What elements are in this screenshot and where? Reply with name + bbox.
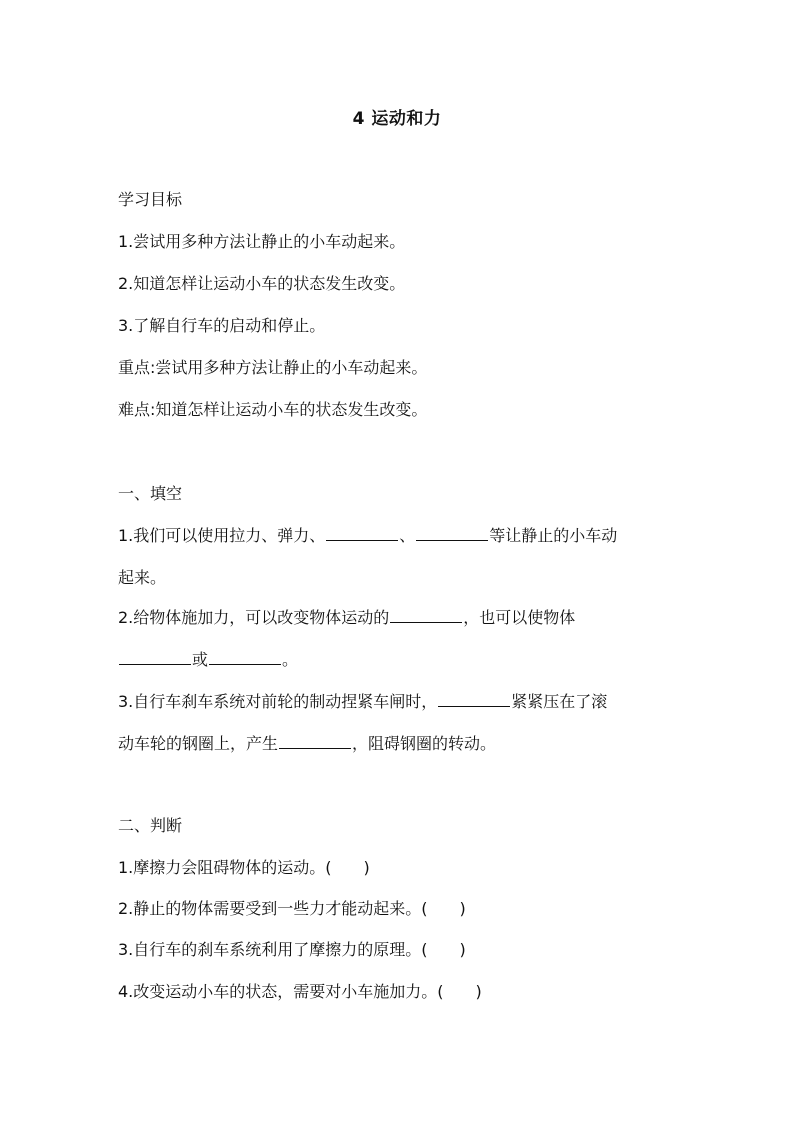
fill-question-2-line-2 xyxy=(118,648,718,672)
fill-q3-text-d: ，阻碍钢圈的转动。 xyxy=(352,734,497,753)
judge-item-2: 2.静止的物体需要受到一些力才能动起来。( ) xyxy=(118,899,466,918)
answer-blank[interactable] xyxy=(119,648,191,665)
key-point: 重点:尝试用多种方法让静止的小车动起来。 xyxy=(118,358,428,377)
judge-heading: 二、判断 xyxy=(118,816,183,835)
fill-question-1-line-2: 起来。 xyxy=(118,568,167,587)
fill-q1-text-a: 1.我们可以使用拉力、弹力、 xyxy=(118,526,326,545)
fill-q2-end: 。 xyxy=(282,650,299,669)
page-title: 4 运动和力 xyxy=(352,109,442,129)
answer-blank[interactable] xyxy=(326,524,398,541)
judge-item-3: 3.自行车的刹车系统利用了摩擦力的原理。( ) xyxy=(118,940,466,959)
fill-q3-text-c: 动车轮的钢圈上，产生 xyxy=(118,734,279,753)
objective-item-2: 2.知道怎样让运动小车的状态发生改变。 xyxy=(118,274,406,293)
judge-item-1: 1.摩擦力会阻碍物体的运动。( ) xyxy=(118,858,370,877)
fill-q1-separator: 、 xyxy=(399,526,416,545)
objectives-heading: 学习目标 xyxy=(118,190,183,209)
difficult-point: 难点:知道怎样让运动小车的状态发生改变。 xyxy=(118,400,428,419)
fill-question-3-line-2 xyxy=(118,732,718,756)
answer-blank[interactable] xyxy=(438,690,510,707)
fill-q1-text-b: 等让静止的小车动 xyxy=(489,526,618,545)
fill-question-3-line-1 xyxy=(118,690,718,714)
judge-item-4: 4.改变运动小车的状态，需要对小车施加力。( ) xyxy=(118,982,482,1001)
objective-item-3: 3.了解自行车的启动和停止。 xyxy=(118,316,326,335)
fill-question-1-line-1 xyxy=(118,524,718,548)
fill-q3-text-b: 紧紧压在了滚 xyxy=(511,692,608,711)
answer-blank[interactable] xyxy=(416,524,488,541)
fill-q2-text-b: ，也可以使物体 xyxy=(463,608,576,627)
answer-blank[interactable] xyxy=(279,732,351,749)
fill-q2-text-a: 2.给物体施加力，可以改变物体运动的 xyxy=(118,608,390,627)
objective-item-1: 1.尝试用多种方法让静止的小车动起来。 xyxy=(118,232,406,251)
fill-question-2-line-1 xyxy=(118,606,718,630)
fill-q2-separator: 或 xyxy=(192,650,209,669)
answer-blank[interactable] xyxy=(390,606,462,623)
fill-blank-heading: 一、填空 xyxy=(118,484,183,503)
answer-blank[interactable] xyxy=(209,648,281,665)
fill-q3-text-a: 3.自行车刹车系统对前轮的制动捏紧车闸时， xyxy=(118,692,438,711)
